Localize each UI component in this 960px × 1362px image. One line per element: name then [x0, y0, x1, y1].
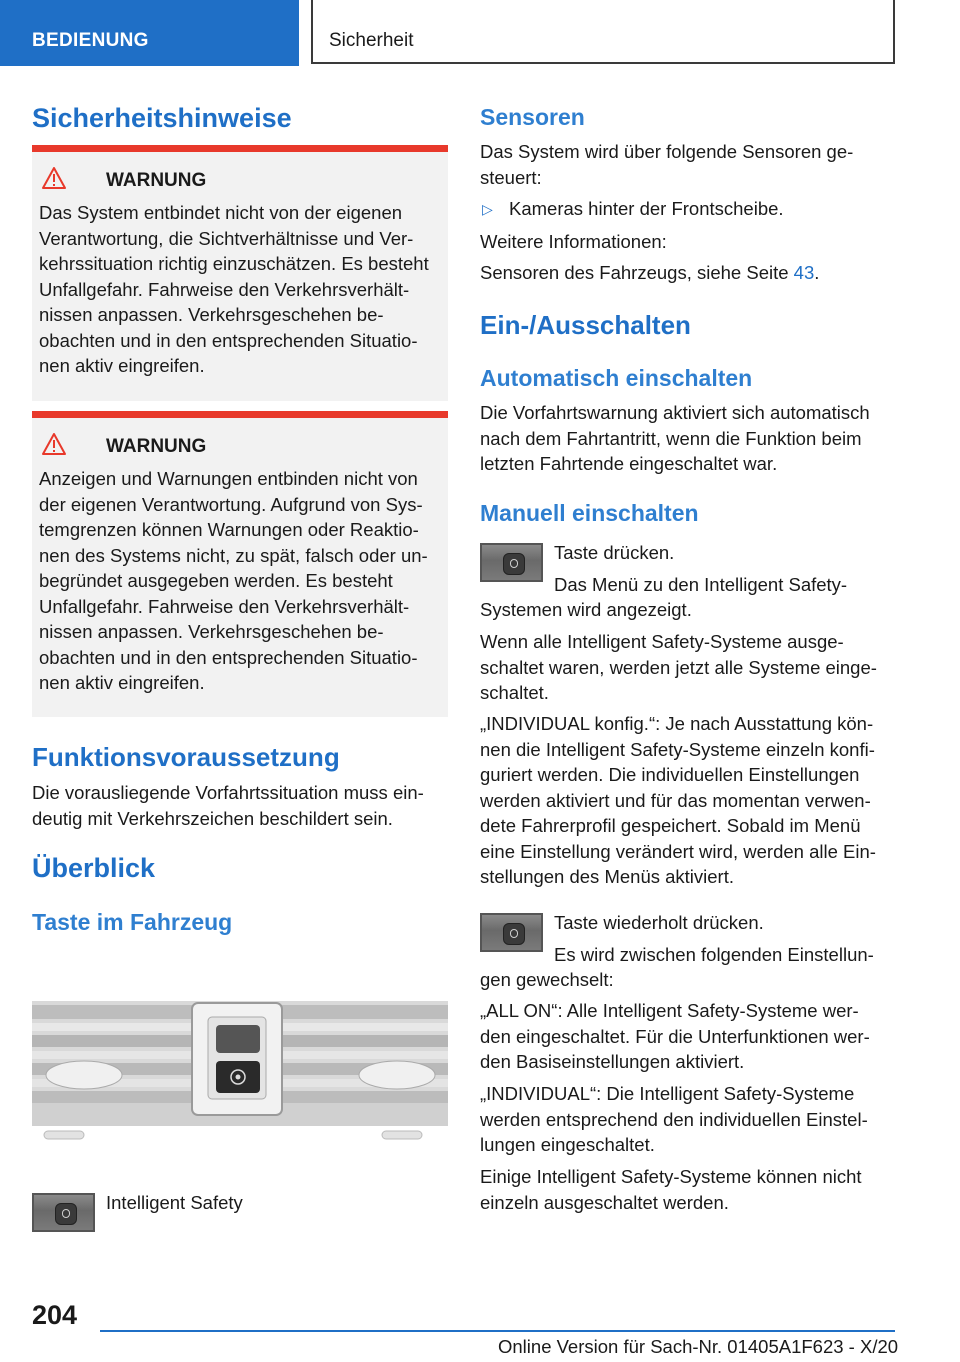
- text-line: Die vorausliegende Vorfahrtssituation muss ein-: [32, 782, 424, 803]
- intelligent-safety-button-icon: [480, 543, 543, 582]
- sensors-heading: Sensoren: [480, 104, 585, 130]
- section-tab: [0, 0, 299, 66]
- text-line: eine Einstellung verändert wird, werden alle Ein-: [480, 840, 876, 862]
- text-line: nissen anpassen. Verkehrsgeschehen be-: [39, 304, 384, 325]
- text-line: deutig mit Verkehrszeichen beschildert sein.: [32, 807, 393, 829]
- bullet-text: Kameras hinter der Frontscheibe.: [509, 198, 784, 219]
- more-info-label: Weitere Informationen:: [480, 231, 667, 252]
- text-line: „INDIVIDUAL“: Die Intelligent Safety-Systeme: [480, 1083, 855, 1104]
- footer-divider: [100, 1330, 895, 1332]
- step-menu-shown-cont: Systemen wird angezeigt.: [480, 599, 692, 620]
- text-line: kehrssituation richtig einzuschätzen. Es besteht: [39, 253, 429, 274]
- warning-text: [39, 466, 428, 696]
- more-info-text: [480, 260, 819, 286]
- text-line: werden entsprechend den individuellen Einstel-: [480, 1108, 868, 1130]
- text-line: nen des Systems nicht, zu spät, falsch oder un-: [39, 544, 428, 566]
- cannot-disable-text: [480, 1164, 862, 1215]
- warning-box-2: [32, 411, 448, 717]
- intelligent-safety-button-icon: [32, 1193, 95, 1232]
- text-line: Wenn alle Intelligent Safety-Systeme ausge-: [480, 631, 844, 652]
- button-legend-label: Intelligent Safety: [106, 1192, 243, 1213]
- text-line: Unfallgefahr. Fahrweise den Verkehrsverhält-: [39, 595, 410, 617]
- text-line: den Basiseinstellungen aktiviert.: [480, 1051, 745, 1072]
- text-line: Verantwortung, die Sichtverhältnisse und Ver-: [39, 227, 414, 249]
- text-line: lungen eingeschaltet.: [480, 1134, 655, 1155]
- auto-on-heading: Automatisch einschalten: [480, 365, 753, 391]
- text-line: den eingeschaltet. Für die Unterfunktionen wer-: [480, 1025, 870, 1047]
- auto-on-text: [480, 400, 870, 477]
- manual-on-heading: Manuell einschalten: [480, 500, 699, 526]
- text-line: Das System wird über folgende Sensoren ge-: [480, 141, 854, 162]
- step-press-repeatedly: Taste wiederholt drücken.: [554, 912, 764, 933]
- reference-text: Sensoren des Fahrzeugs, siehe Seite: [480, 262, 794, 283]
- warning-text: [39, 200, 429, 379]
- text-line: guriert werden. Die individuellen Einstellungen: [480, 764, 860, 785]
- text-line: schaltet waren, werden jetzt alle Systeme einge-: [480, 656, 877, 678]
- text-line: dete Fahrerprofil gespeichert. Sobald im Menü: [480, 815, 861, 836]
- warning-box-1: [32, 145, 448, 401]
- individual-text: [480, 1081, 868, 1158]
- vehicle-button-heading: Taste im Fahrzeug: [32, 909, 233, 935]
- text-line: letzten Fahrtende eingeschaltet war.: [480, 453, 778, 474]
- warning-title: WARNUNG: [106, 170, 207, 191]
- individual-config-text: [480, 711, 876, 890]
- text-line: stellungen des Menüs aktiviert.: [480, 866, 734, 887]
- section-label: BEDIENUNG: [32, 30, 149, 51]
- step-toggle-settings-cont: gen gewechselt:: [480, 969, 614, 990]
- text-line: begründet ausgegeben werden. Es besteht: [39, 570, 393, 591]
- function-requirement-heading: Funktionsvoraussetzung: [32, 742, 340, 772]
- online-version-text: Online Version für Sach-Nr. 01405A1F623 - X/20: [498, 1336, 899, 1357]
- warning-triangle-icon: [41, 166, 67, 190]
- text-line: der eigenen Verantwortung. Aufgrund von Sys-: [39, 493, 423, 515]
- text-line: „ALL ON“: Alle Intelligent Safety-Systeme wer-: [480, 1000, 859, 1021]
- text-line: einzeln ausgeschaltet werden.: [480, 1191, 729, 1213]
- warning-triangle-icon: [41, 432, 67, 456]
- text-line: Unfallgefahr. Fahrweise den Verkehrsverhält-: [39, 278, 410, 300]
- text-line: nissen anpassen. Verkehrsgeschehen be-: [39, 621, 384, 642]
- text-line: nen aktiv eingreifen.: [39, 672, 205, 693]
- text-line: steuert:: [480, 166, 542, 188]
- bullet-marker: ▷: [482, 201, 493, 217]
- text-line: Einige Intelligent Safety-Systeme können nicht: [480, 1166, 862, 1187]
- text-line: Das System entbindet nicht von der eigenen: [39, 202, 403, 223]
- text-line: nen aktiv eingreifen.: [39, 355, 205, 376]
- page-link[interactable]: 43: [793, 262, 815, 283]
- function-requirement-text: [32, 780, 424, 831]
- text-line: obachten und in den entsprechenden Situatio-: [39, 329, 418, 351]
- console-illustration: [32, 953, 448, 1174]
- text-line: obachten und in den entsprechenden Situatio-: [39, 646, 418, 668]
- vehicle-button-photo: [32, 953, 448, 1174]
- step-menu-shown: Das Menü zu den Intelligent Safety-: [554, 574, 848, 595]
- text-line: „INDIVIDUAL konfig.“: Je nach Ausstattung kön-: [480, 713, 874, 734]
- text-line: Die Vorfahrtswarnung aktiviert sich automatisch: [480, 402, 870, 423]
- sensors-text: [480, 139, 853, 190]
- text-line: nen die Intelligent Safety-Systeme einzeln konfi-: [480, 738, 875, 760]
- safety-notes-heading: Sicherheitshinweise: [32, 103, 292, 133]
- page-number: 204: [32, 1300, 78, 1330]
- text-line: werden aktiviert und für das momentan verwen-: [480, 789, 871, 811]
- step-press-button: Taste drücken.: [554, 542, 675, 563]
- chapter-label: Sicherheit: [329, 30, 414, 51]
- on-off-heading: Ein-/Ausschalten: [480, 310, 691, 340]
- all-on-text: [480, 998, 870, 1075]
- chapter-tab: [311, 0, 895, 64]
- text-line: schaltet.: [480, 682, 549, 703]
- intelligent-safety-button-icon: [480, 913, 543, 952]
- all-systems-text: [480, 629, 877, 706]
- text-line: Anzeigen und Warnungen entbinden nicht von: [39, 468, 418, 489]
- step-toggle-settings: Es wird zwischen folgenden Einstellun-: [554, 944, 874, 965]
- warning-title: WARNUNG: [106, 436, 207, 457]
- overview-heading: Überblick: [32, 853, 156, 883]
- text-line: nach dem Fahrtantritt, wenn die Funktion beim: [480, 427, 862, 449]
- text-line: temgrenzen können Warnungen oder Reaktio-: [39, 519, 419, 540]
- reference-end: .: [814, 262, 820, 283]
